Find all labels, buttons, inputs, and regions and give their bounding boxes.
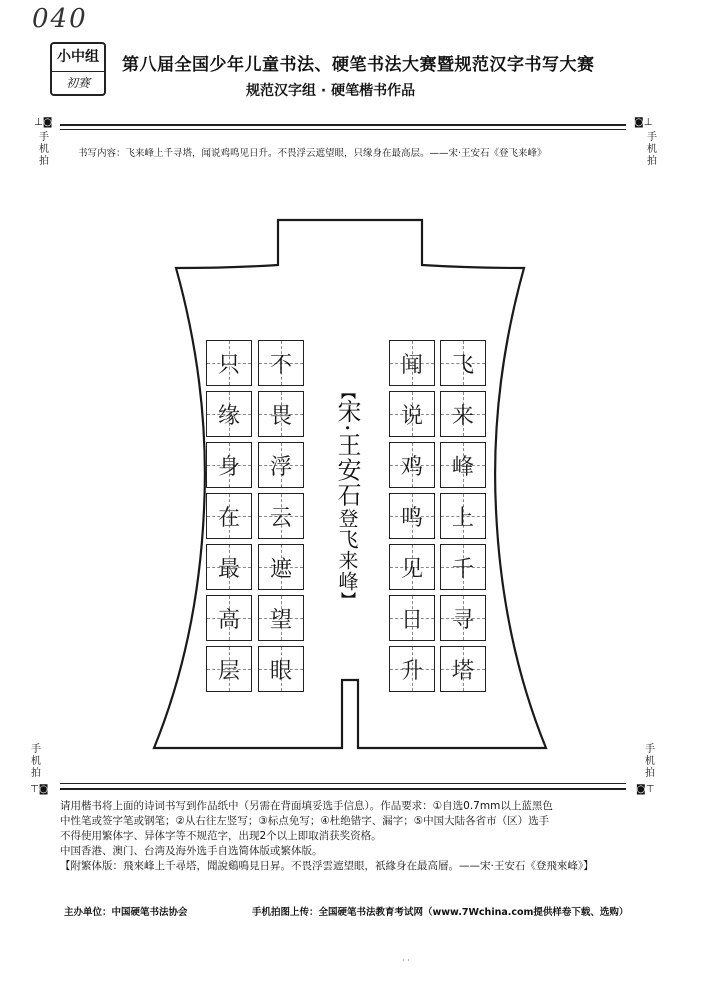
- top-rule: [60, 124, 626, 126]
- char-cell: 寻: [440, 595, 486, 641]
- char-cell: 高: [206, 595, 252, 641]
- center-title: [327, 385, 367, 643]
- char-cell: 云: [258, 493, 304, 539]
- instruction-line: 中性笔或签字笔或钢笔；②从右往左竖写；③标点免写；④杜绝错字、漏字；⑤中国大陆各省市（区）选手: [60, 815, 550, 827]
- char-cell: 遮: [258, 544, 304, 590]
- char-cell: 千: [440, 544, 486, 590]
- badge-round: 初赛: [65, 76, 90, 90]
- camera-icon: ◙⊤: [636, 784, 655, 795]
- char-cell: 见: [389, 544, 435, 590]
- title-bracket-open: 【: [339, 385, 355, 399]
- instruction-line: 请用楷书将上面的诗词书写到作品纸中（另需在背面填妥选手信息）。作品要求：①自选0.7mm以上蓝黑色: [60, 800, 553, 812]
- char-cell: 在: [206, 493, 252, 539]
- poem-column-3: [258, 340, 304, 697]
- char-cell: 说: [389, 391, 435, 437]
- badge-group: 小中组: [52, 44, 104, 72]
- char-cell: 浮: [258, 442, 304, 488]
- camera-icon: ⊥◙: [34, 117, 53, 128]
- char-cell: 鸣: [389, 493, 435, 539]
- page-subtitle: 规范汉字组 · 硬笔楷书作品: [246, 83, 416, 99]
- side-label-right-top: 手机拍: [647, 132, 657, 167]
- instruction-line: 中国香港、澳门、台湾及海外选手自选简体版或繁体版。: [60, 845, 323, 857]
- side-label-left-top: 手机拍: [39, 132, 49, 167]
- poem-column-4: [206, 340, 252, 697]
- char-cell: 层: [206, 646, 252, 692]
- char-cell: 塔: [440, 646, 486, 692]
- char-cell: 闻: [389, 340, 435, 386]
- char-cell: 望: [258, 595, 304, 641]
- char-cell: 身: [206, 442, 252, 488]
- title-bracket-close: 】: [339, 591, 355, 606]
- side-label-right-bottom: 手机拍: [645, 744, 655, 779]
- camera-icon: ⊤◙: [30, 784, 49, 795]
- content-line: 书写内容：飞来峰上千寻塔，闻说鸡鸣见日升。不畏浮云遮望眼，只缘身在最高层。——宋·王安石《登飞来峰》: [78, 148, 547, 159]
- char-cell: 畏: [258, 391, 304, 437]
- organizer-text: 主办单位：中国硬笔书法协会: [64, 907, 188, 918]
- char-cell: 眼: [258, 646, 304, 692]
- camera-icon: ◙⊥: [634, 117, 653, 128]
- char-cell: 飞: [440, 340, 486, 386]
- scan-speck: · ·: [402, 956, 410, 965]
- char-cell: 日: [389, 595, 435, 641]
- instruction-line: 不得使用繁体字、异体字等不规范字，出现2个以上即取消获奖资格。: [60, 830, 382, 842]
- bottom-rule-thin: [60, 783, 626, 784]
- char-cell: 不: [258, 340, 304, 386]
- title-poem: 登飞来峰: [335, 507, 359, 592]
- top-rule-thin: [60, 129, 626, 130]
- bottom-rule: [60, 788, 626, 790]
- poem-column-1: [440, 340, 486, 697]
- char-cell: 升: [389, 646, 435, 692]
- upload-text: 手机拍图上传：全国硬笔书法教育考试网（www.7Wchina.com提供样卷下载、选购）: [252, 907, 629, 918]
- handwritten-number: 040: [32, 4, 88, 34]
- char-cell: 只: [206, 340, 252, 386]
- title-author: 宋·王安石: [333, 399, 361, 508]
- side-label-left-bottom: 手机拍: [31, 744, 41, 779]
- char-cell: 最: [206, 544, 252, 590]
- page-title: 第八届全国少年儿童书法、硬笔书法大赛暨规范汉字书写大赛: [122, 55, 595, 75]
- char-cell: 来: [440, 391, 486, 437]
- char-cell: 峰: [440, 442, 486, 488]
- char-cell: 上: [440, 493, 486, 539]
- char-cell: 缘: [206, 391, 252, 437]
- traditional-version: 【附繁体版：飛來峰上千尋塔，聞說鷄鳴見日昇。不畏浮雲遮望眼，祇緣身在最高層。——宋·王安石《登飛來峰》】: [60, 860, 594, 872]
- poem-column-2: [389, 340, 435, 697]
- char-cell: 鸡: [389, 442, 435, 488]
- group-badge: [50, 42, 106, 96]
